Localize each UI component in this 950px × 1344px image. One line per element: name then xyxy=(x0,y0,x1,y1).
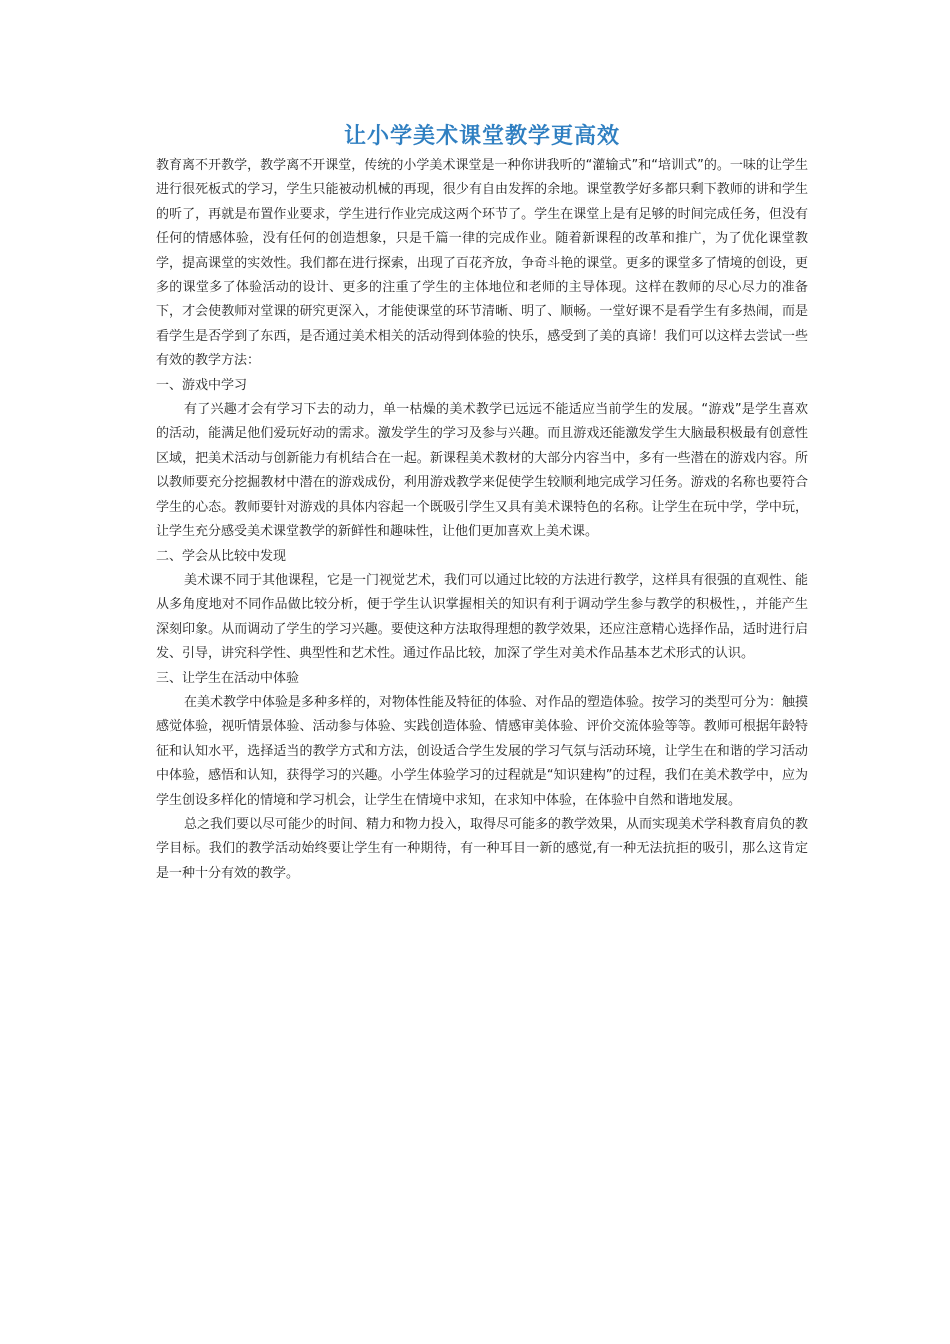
section-heading: 一、游戏中学习 xyxy=(156,377,248,393)
document-page xyxy=(156,118,808,886)
section-heading: 二、学会从比较中发现 xyxy=(156,548,287,564)
section-body: 在美术教学中体验是多种多样的，对物体性能及特征的体验、对作品的塑造体验。按学习的类型可分为：触摸感觉体验，视听情景体验、活动参与体验、实践创造体验、情感审美体验、评价交流体验等等。教师可根据年龄特征和认知水平，选择适当的教学方式和方法，创设适合学生发展的学习气氛与活动环境，让学生在和谐的学习活动中体验，感悟和认知，获得学习的兴趣。小学生体验学习的过程就是“知识建构”的过程，我们在美术教学中，应为学生创设多样化的情境和学习机会，让学生在情境中求知，在求知中体验，在体验中自然和谐地发展。 xyxy=(156,694,809,808)
conclusion-paragraph: 总之我们要以尽可能少的时间、精力和物力投入，取得尽可能多的教学效果，从而实现美术学科教育肩负的教学目标。我们的教学活动始终要让学生有一种期待，有一种耳目一新的感觉,有一种无法抗拒的吸引，那么这肯定是一种十分有效的教学。 xyxy=(156,816,809,881)
intro-paragraph: 教育离不开教学，教学离不开课堂，传统的小学美术课堂是一种你讲我听的“灌输式”和“培训式”的。一味的让学生进行很死板式的学习，学生只能被动机械的再现，很少有自由发挥的余地。课堂教学好多都只剩下教师的讲和学生的听了，再就是布置作业要求，学生进行作业完成这两个环节了。学生在课堂上是有足够的时间完成任务，但没有任何的情感体验，没有任何的创造想象，只是千篇一律的完成作业。随着新课程的改革和推广，为了优化课堂教学，提高课堂的实效性。我们都在进行探索，出现了百花齐放，争奇斗艳的课堂。更多的课堂多了情境的创设，更多的课堂多了体验活动的设计、更多的注重了学生的主体地位和老师的主导体现。这样在教师的尽心尽力的准备下，才会使教师对堂课的研究更深入，才能使课堂的环节清晰、明了、顺畅。一堂好课不是看学生有多热闹，而是看学生是否学到了东西，是否通过美术相关的活动得到体验的快乐，感受到了美的真谛！我们可以这样去尝试一些有效的教学方法： xyxy=(156,158,808,369)
section-heading: 三、让学生在活动中体验 xyxy=(156,670,300,686)
section-body: 有了兴趣才会有学习下去的动力，单一枯燥的美术教学已远远不能适应当前学生的发展。“游戏”是学生喜欢的活动，能满足他们爱玩好动的需求。激发学生的学习及参与兴趣。而且游戏还能激发学生大脑最积极最有创意性区域，把美术活动与创新能力有机结合在一起。新课程美术教材的大部分内容当中，多有一些潜在的游戏内容。所以教师要充分挖掘教材中潜在的游戏成份，利用游戏教学来促使学生较顺利地完成学习任务。游戏的名称也要符合学生的心态。教师要针对游戏的具体内容起一个既吸引学生又具有美术课特色的名称。让学生在玩中学，学中玩，让学生充分感受美术课堂教学的新鲜性和趣味性，让他们更加喜欢上美术课。 xyxy=(156,402,808,540)
section-body: 美术课不同于其他课程，它是一门视觉艺术，我们可以通过比较的方法进行教学，这样具有很强的直观性、能从多角度地对不同作品做比较分析，便于学生认识掌握相关的知识有利于调动学生参与教学的积极性，，并能产生深刻印象。从而调动了学生的学习兴趣。要使这种方法取得理想的教学效果，还应注意精心选择作品，适时进行启发、引导，讲究科学性、典型性和艺术性。通过作品比较，加深了学生对美术作品基本艺术形式的认识。 xyxy=(156,572,809,662)
section-2 xyxy=(156,545,808,667)
section-3 xyxy=(156,667,808,813)
section-1 xyxy=(156,374,808,545)
document-title: 让小学美术课堂教学更高效 xyxy=(343,123,620,149)
